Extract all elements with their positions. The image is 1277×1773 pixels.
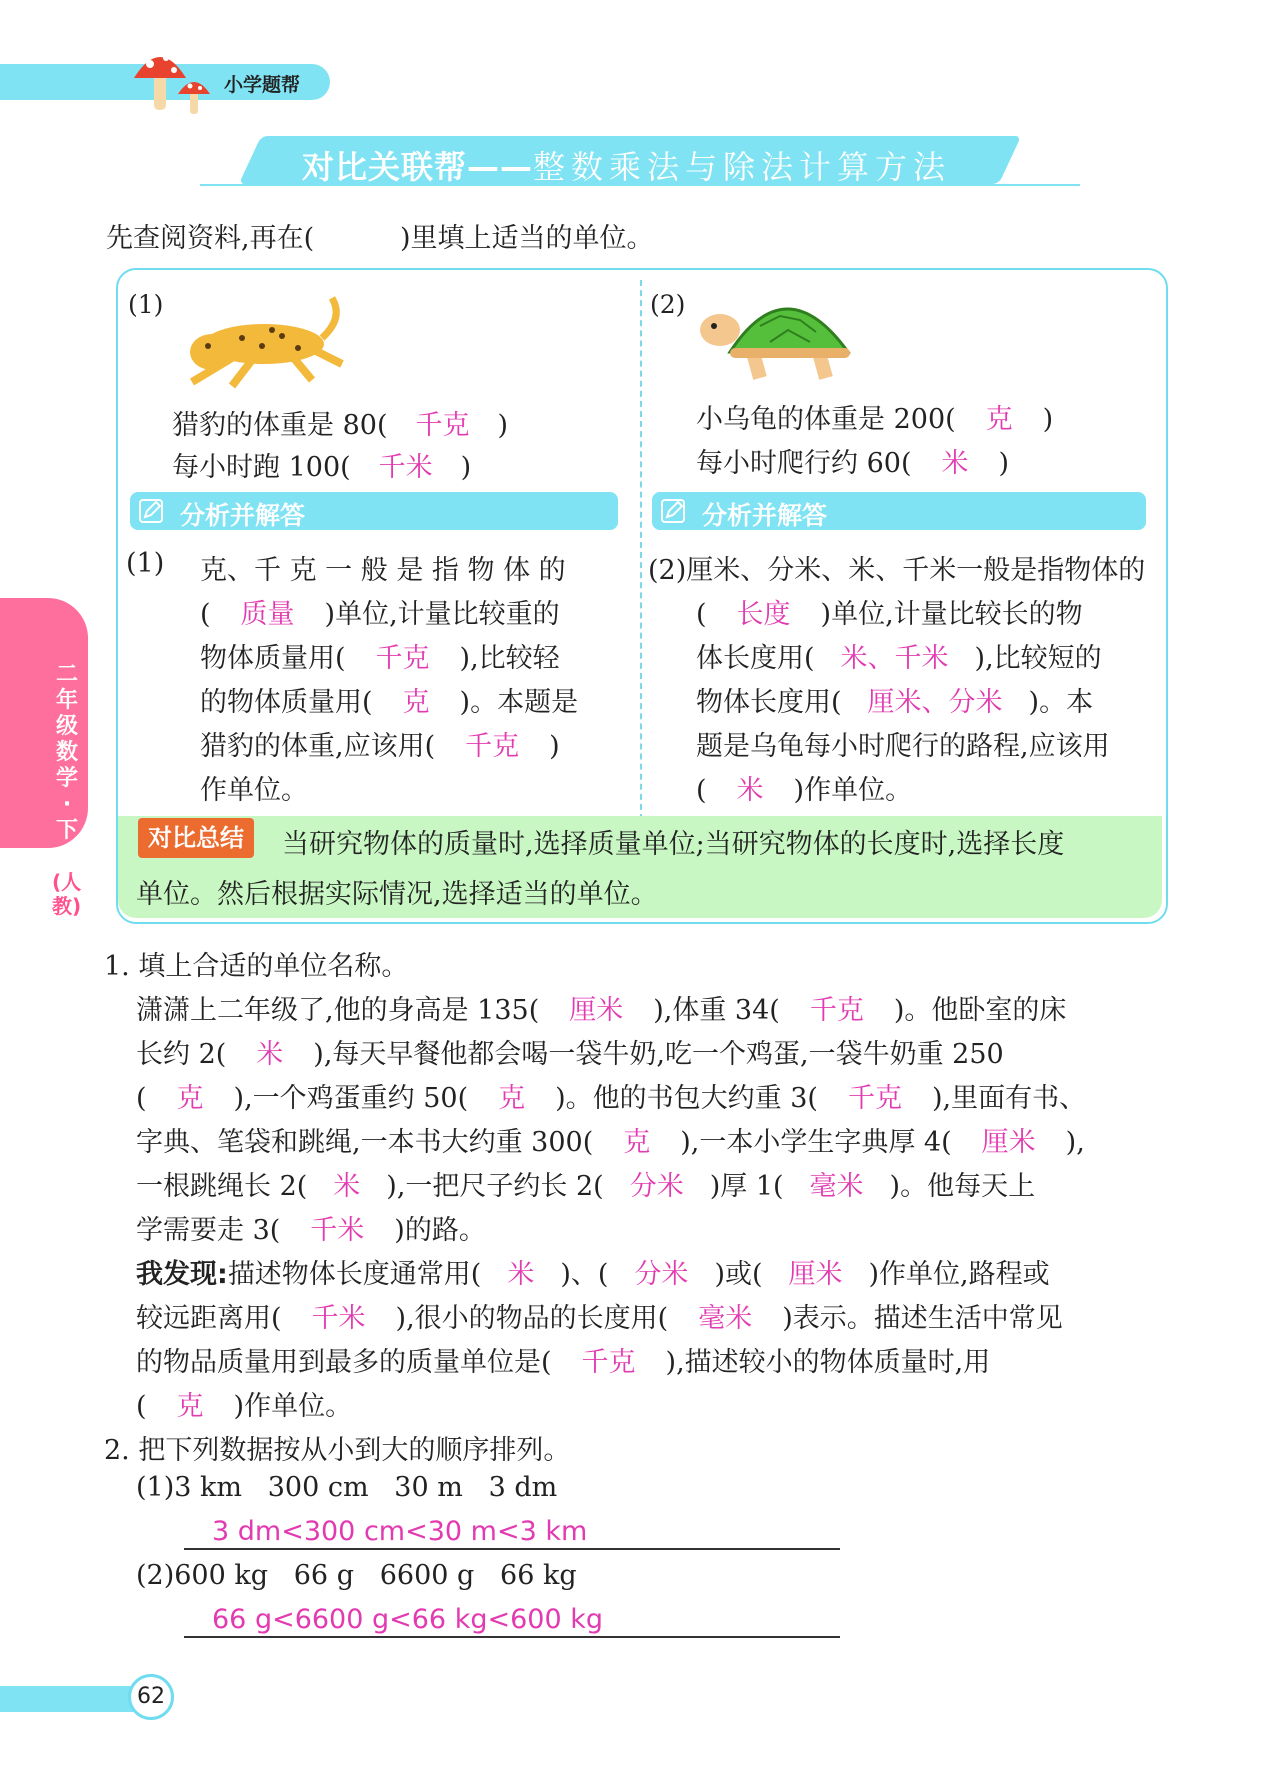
summary-line-1: 当研究物体的质量时,选择质量单位;当研究物体的长度时,选择长度: [282, 829, 1065, 860]
answer: 米: [256, 1039, 284, 1070]
turtle-illustration: [690, 286, 860, 386]
brand-label: 小学题帮: [224, 74, 301, 96]
q1-row: ( 克 )作单位。: [136, 1391, 353, 1422]
answer: 长度: [736, 599, 791, 630]
answer: 米: [507, 1259, 535, 1290]
example-2-line-2: 每小时爬行约 60( 米 ): [696, 448, 1010, 479]
answer: 克: [985, 404, 1013, 435]
answer: 千米: [378, 452, 433, 483]
q2-part-1: (1)3 km 300 cm 30 m 3 dm: [136, 1472, 558, 1503]
answer: 千米: [310, 1215, 365, 1246]
pencil-icon: [138, 498, 164, 524]
title-sub: 整数乘法与除法计算方法: [533, 148, 952, 186]
pencil-icon: [660, 498, 686, 524]
q1-title: 1. 填上合适的单位名称。: [104, 951, 409, 982]
box-divider: [640, 280, 642, 820]
answer: 米: [941, 448, 969, 479]
analysis-1-line-3: 物体质量用( 千克 ),比较轻: [200, 643, 560, 674]
analysis-1-line-6: 作单位。: [200, 775, 308, 806]
answer: 米: [333, 1171, 361, 1202]
answer: 米: [736, 775, 764, 806]
answer: 克: [176, 1083, 204, 1114]
q1-row: 较远距离用( 千米 ),很小的物品的长度用( 毫米 )表示。描述生活中常见: [136, 1303, 1063, 1334]
q2-answer-2: 66 g<6600 g<66 kg<600 kg: [212, 1604, 603, 1635]
intro-text: 先查阅资料,再在( )里填上适当的单位。: [106, 223, 654, 254]
analysis-2-line-6: ( 米 )作单位。: [696, 775, 913, 806]
summary-line-2: 单位。然后根据实际情况,选择适当的单位。: [136, 879, 658, 910]
q1-row: 的物品质量用到最多的质量单位是( 千克 ),描述较小的物体质量时,用: [136, 1347, 991, 1378]
q2-title: 2. 把下列数据按从小到大的顺序排列。: [104, 1435, 571, 1466]
title-dash: ——: [467, 148, 534, 186]
answer: 千克: [375, 643, 430, 674]
example-1-line-2: 每小时跑 100( 千米 ): [172, 452, 472, 483]
answer: 千克: [809, 995, 864, 1026]
summary-tag: 对比总结: [138, 818, 254, 858]
title-main: 对比关联帮: [302, 148, 468, 186]
answer-underline: [184, 1548, 840, 1550]
cheetah-illustration: [172, 290, 352, 390]
analysis-title-1: 分析并解答: [180, 501, 306, 530]
example-2-line-1: 小乌龟的体重是 200( 克 ): [696, 404, 1054, 435]
answer: 毫米: [698, 1303, 753, 1334]
example-2-number: (2): [650, 290, 686, 319]
analysis-1-line-4: 的物体质量用( 克 )。本题是: [200, 687, 579, 718]
analysis-1-line-2: ( 质量 )单位,计量比较重的: [200, 599, 560, 630]
answer: 厘米: [569, 995, 624, 1026]
answer: 千克: [581, 1347, 636, 1378]
answer: 厘米: [788, 1259, 843, 1290]
answer: 克: [176, 1391, 204, 1422]
q1-row: 一根跳绳长 2( 米 ),一把尺子约长 2( 分米 )厚 1( 毫米 )。他每天上: [136, 1171, 1036, 1202]
answer: 厘米: [981, 1127, 1036, 1158]
answer: 千克: [465, 731, 520, 762]
analysis-1-line-1: 克、千 克 一 般 是 指 物 体 的: [200, 555, 566, 586]
answer: 分米: [634, 1259, 689, 1290]
answer: 千克: [415, 410, 470, 441]
q1-row: ( 克 ),一个鸡蛋重约 50( 克 )。他的书包大约重 3( 千克 ),里面有书、: [136, 1083, 1087, 1114]
analysis-2-line-4: 物体长度用( 厘米、分米 )。本: [696, 687, 1094, 718]
analysis-2-line-1: (2)厘米、分米、米、千米一般是指物体的: [648, 555, 1146, 586]
analysis-1-num: (1): [126, 548, 165, 579]
answer: 毫米: [809, 1171, 864, 1202]
discovery-label: 我发现:: [136, 1259, 228, 1290]
q1-row: 学需要走 3( 千米 )的路。: [136, 1215, 486, 1246]
q2-part-2: (2)600 kg 66 g 6600 g 66 kg: [136, 1560, 577, 1591]
edition-label: (人教): [52, 870, 82, 918]
answer-underline: [184, 1636, 840, 1638]
analysis-1-line-5: 猎豹的体重,应该用( 千克 ): [200, 731, 560, 762]
q1-row: 我发现:描述物体长度通常用( 米 )、( 分米 )或( 厘米 )作单位,路程或: [136, 1259, 1050, 1290]
answer: 克: [498, 1083, 526, 1114]
analysis-2-line-2: ( 长度 )单位,计量比较长的物: [696, 599, 1083, 630]
analysis-title-2: 分析并解答: [702, 501, 828, 530]
example-1-number: (1): [128, 290, 164, 319]
page-number: 62: [128, 1674, 174, 1720]
mushroom-icon: [128, 42, 218, 118]
q2-answer-1: 3 dm<300 cm<30 m<3 km: [212, 1516, 588, 1547]
analysis-2-line-3: 体长度用( 米、千米 ),比较短的: [696, 643, 1102, 674]
q1-row: 长约 2( 米 ),每天早餐他都会喝一袋牛奶,吃一个鸡蛋,一袋牛奶重 250: [136, 1039, 1004, 1070]
answer: 克: [402, 687, 430, 718]
answer: 克: [623, 1127, 651, 1158]
answer: 千米: [311, 1303, 366, 1334]
answer: 厘米、分米: [867, 687, 1003, 718]
answer: 分米: [629, 1171, 684, 1202]
q1-row: 字典、笔袋和跳绳,一本书大约重 300( 克 ),一本小学生字典厚 4( 厘米 ),: [136, 1127, 1085, 1158]
example-1-line-1: 猎豹的体重是 80( 千克 ): [172, 410, 509, 441]
side-tab-label: 二年级数学·下: [55, 662, 78, 843]
answer: 千克: [847, 1083, 902, 1114]
answer: 质量: [240, 599, 295, 630]
analysis-2-line-5: 题是乌龟每小时爬行的路程,应该用: [696, 731, 1110, 762]
q1-row: 潇潇上二年级了,他的身高是 135( 厘米 ),体重 34( 千克 )。他卧室的床: [136, 995, 1067, 1026]
section-title: [200, 136, 1080, 188]
answer: 米、千米: [840, 643, 949, 674]
